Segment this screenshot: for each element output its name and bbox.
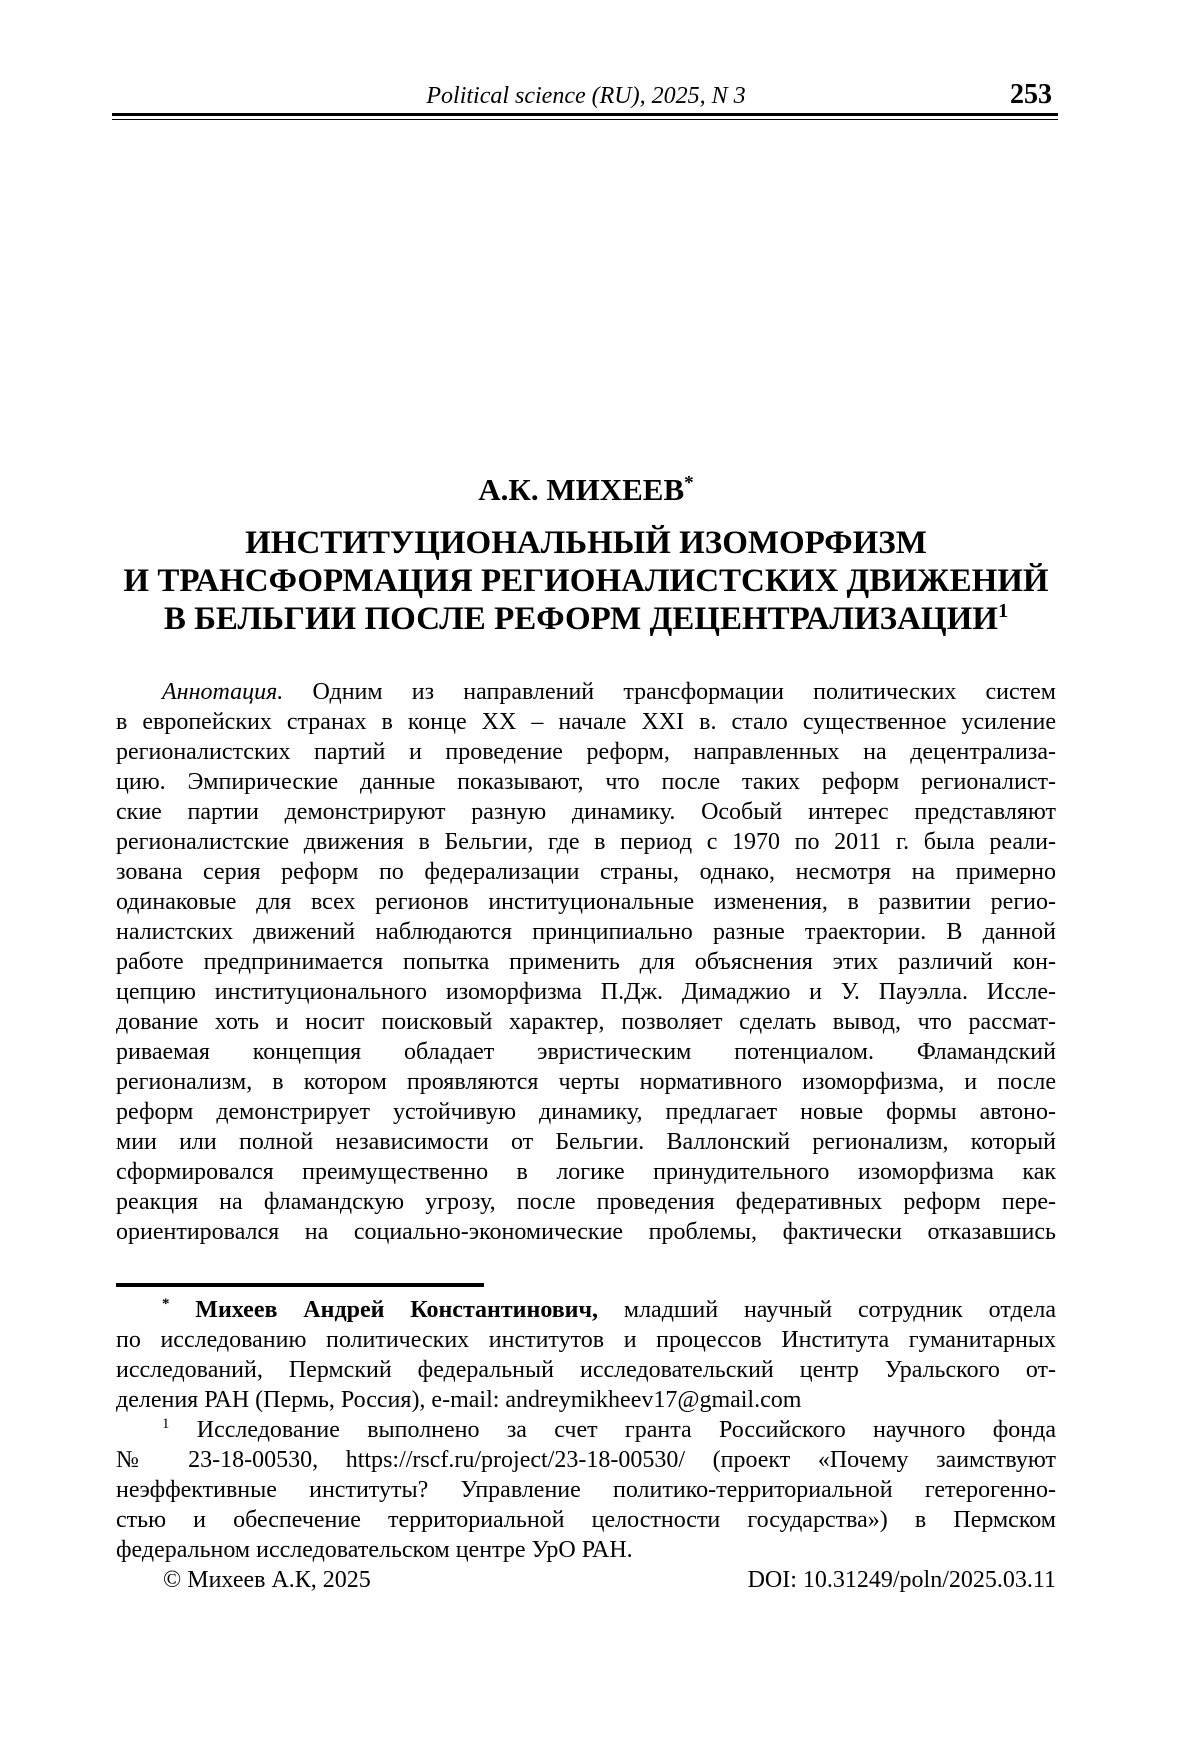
footnote-line [116,1295,1056,1325]
title-line-3-text: В БЕЛЬГИИ ПОСЛЕ РЕФОРМ ДЕЦЕНТРАЛИЗАЦИИ [163,601,998,637]
abstract-line: ские партии демонстрируют разную динамику. Особый интерес представляют [116,799,1056,825]
header-rule [112,113,1058,120]
abstract-line: реакция на фламандскую угрозу, после проведения федеративных реформ пере- [116,1189,1056,1215]
abstract-line: в европейских странах в конце XX – начале XXI в. стало существенное усиление [116,709,1056,735]
author-name: А.К. МИХЕЕВ [478,472,685,507]
abstract-line: мии или полной независимости от Бельгии. Валлонский регионализм, который [116,1129,1056,1155]
abstract-label: Аннотация. [162,679,284,705]
title-line-1: ИНСТИТУЦИОНАЛЬНЫЙ ИЗОМОРФИЗМ [245,525,927,561]
page-number: 253 [1010,79,1052,110]
abstract-line: дование хоть и носит поисковый характер, позволяет сделать вывод, что рассмат- [116,1009,1056,1035]
abstract-line: регионалистские движения в Бельгии, где в период с 1970 по 2011 г. была реали- [116,829,1056,855]
paper-title [116,524,1056,638]
footnote-line [116,1415,1056,1445]
abstract [116,677,1056,1247]
copyright-text: © Михеев А.К, 2025 [163,1567,371,1593]
footnote-grant-note [116,1415,1056,1565]
doi-text: DOI: 10.31249/poln/2025.03.11 [747,1567,1056,1593]
abstract-line: риваемая концепция обладает эвристическим потенциалом. Фламандский [116,1039,1056,1065]
footnote-line: исследований, Пермский федеральный исследовательский центр Уральского от- [116,1357,1056,1383]
footnote-author-marker: * [162,1296,170,1312]
footnote-line-text: Исследование выполнено за счет гранта Российского научного фонда [169,1417,1056,1443]
title-line-3 [116,600,1056,638]
abstract-line: регионалистских партий и проведение реформ, направленных на децентрализа- [116,739,1056,765]
abstract-line: реформ демонстрирует устойчивую динамику, предлагает новые формы автоно- [116,1099,1056,1125]
abstract-line: ориентировался на социально-экономические проблемы, фактически отказавшись [116,1219,1056,1245]
footnote-line: стью и обеспечение территориальной целостности государства») в Пермском [116,1507,1056,1533]
author-line [116,472,1056,508]
footnote-line-text: младший научный сотрудник отдела [598,1297,1056,1323]
running-header [116,79,1056,114]
abstract-line: работе предпринимается попытка применить для объяснения этих различий кон- [116,949,1056,975]
abstract-line: цепцию институционального изоморфизма П.Дж. Димаджио и У. Пауэлла. Иссле- [116,979,1056,1005]
footnotes [116,1295,1056,1595]
abstract-line: цию. Эмпирические данные показывают, что после таких реформ регионалист- [116,769,1056,795]
footnote-author-name: Михеев Андрей Константинович, [195,1297,599,1323]
journal-title: Political science (RU), 2025, N 3 [426,83,746,109]
author-footnote-marker: * [684,472,694,494]
footnote-line: по исследованию политических институтов и процессов Института гуманитарных [116,1327,1056,1353]
footnote-line: деления РАН (Пермь, Россия), e-mail: andreymikheev17@gmail.com [116,1387,802,1413]
copyright-row [116,1565,1056,1595]
footnote-line: неэффективные институты? Управление политико-территориальной гетерогенно- [116,1477,1056,1503]
abstract-line-text: Одним из направлений трансформации политических систем [283,679,1056,705]
abstract-line: одинаковые для всех регионов институциональные изменения, в развитии регио- [116,889,1056,915]
footnote-separator [116,1283,484,1287]
abstract-line: сформировался преимущественно в логике принудительного изоморфизма как [116,1159,1056,1185]
abstract-line: регионализм, в котором проявляются черты нормативного изоморфизма, и после [116,1069,1056,1095]
footnote-author-note [116,1295,1056,1415]
abstract-line: налистских движений наблюдаются принципиально разные траектории. В данной [116,919,1056,945]
title-footnote-marker: 1 [997,600,1009,622]
footnote-line: № 23-18-00530, https://rscf.ru/project/23-18-00530/ (проект «Почему заимствуют [116,1447,1056,1473]
title-line-2: И ТРАНСФОРМАЦИЯ РЕГИОНАЛИСТСКИХ ДВИЖЕНИЙ [123,563,1049,599]
abstract-line [116,677,1056,707]
footnote-line: федеральном исследовательском центре УрО РАН. [116,1537,633,1563]
abstract-line: зована серия реформ по федерализации страны, однако, несмотря на примерно [116,859,1056,885]
footnote-grant-marker: 1 [162,1416,170,1432]
